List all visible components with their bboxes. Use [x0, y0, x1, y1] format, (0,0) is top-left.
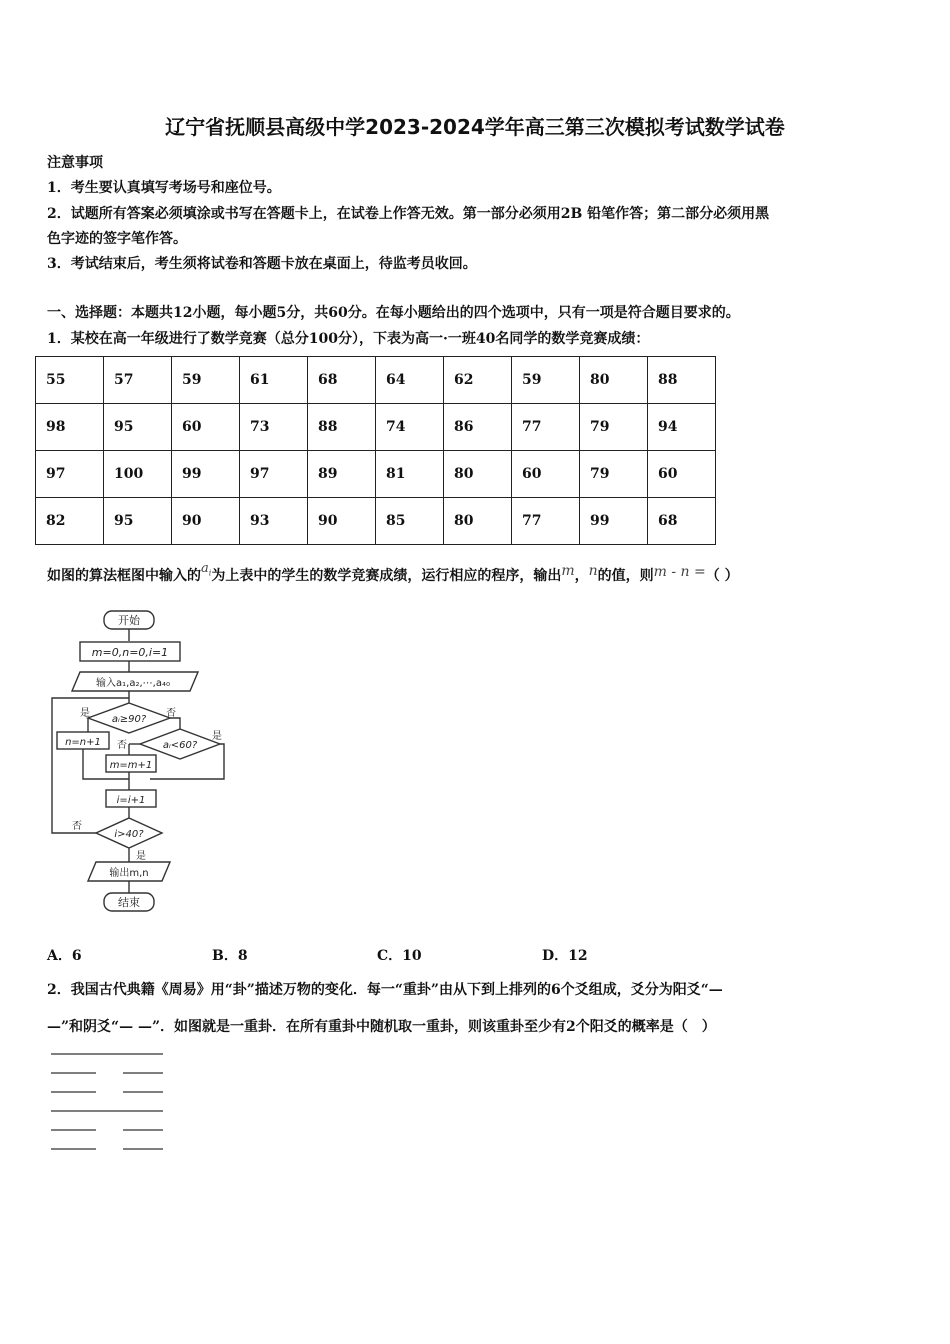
flow-cond2-label: aᵢ<60? — [162, 740, 198, 751]
table-cell: 74 — [376, 404, 444, 451]
table-cell: 80 — [444, 498, 512, 545]
table-cell: 99 — [580, 498, 648, 545]
table-cell: 77 — [512, 498, 580, 545]
option-c: C．10 — [377, 948, 422, 964]
notice-item-1: 1．考生要认真填写考场号和座位号。 — [47, 180, 281, 196]
table-row — [36, 357, 716, 404]
var-a-i: $a_i$ — [201, 561, 212, 578]
table-cell: 73 — [240, 404, 308, 451]
table-cell: 88 — [648, 357, 716, 404]
table-cell: 85 — [376, 498, 444, 545]
notice-item-2-cont: 色字迹的签字笔作答。 — [47, 231, 187, 247]
table-cell: 79 — [580, 451, 648, 498]
question-1-text: 如图的算法框图中输入的$a_i$为上表中的学生的数学竞赛成绩，运行相应的程序，输出m，n的值，则m - n =（ ） — [47, 561, 739, 584]
flow-end-label: 结束 — [118, 896, 140, 909]
table-cell: 64 — [376, 357, 444, 404]
flow-cond1-label: aᵢ≥90? — [111, 714, 147, 725]
table-cell: 60 — [648, 451, 716, 498]
table-cell: 59 — [172, 357, 240, 404]
flow-no-2: 否 — [117, 740, 127, 751]
table-cell: 95 — [104, 498, 172, 545]
section-heading: 一、选择题：本题共12小题，每小题5分，共60分。在每小题给出的四个选项中，只有一项是符合题目要求的。 — [47, 305, 740, 321]
table-cell: 81 — [376, 451, 444, 498]
table-cell: 68 — [648, 498, 716, 545]
hexagram-figure — [48, 1045, 168, 1155]
table-cell: 90 — [172, 498, 240, 545]
table-cell: 88 — [308, 404, 376, 451]
table-row — [36, 404, 716, 451]
scores-table — [35, 356, 716, 545]
table-cell: 89 — [308, 451, 376, 498]
table-cell: 61 — [240, 357, 308, 404]
option-a: A．6 — [47, 948, 82, 964]
table-cell: 68 — [308, 357, 376, 404]
table-cell: 97 — [240, 451, 308, 498]
table-cell: 57 — [104, 357, 172, 404]
option-b: B．8 — [212, 948, 248, 964]
table-cell: 80 — [444, 451, 512, 498]
flow-start-label: 开始 — [118, 614, 140, 627]
option-d: D．12 — [542, 948, 588, 964]
table-cell: 90 — [308, 498, 376, 545]
flow-cond3-label: i>40? — [114, 829, 144, 840]
table-cell: 55 — [36, 357, 104, 404]
var-m: m — [561, 563, 575, 579]
table-cell: 59 — [512, 357, 580, 404]
question-1-intro: 1．某校在高一年级进行了数学竞赛（总分100分），下表为高一·一班40名同学的数学竞赛成绩： — [47, 331, 650, 347]
notice-item-3: 3．考试结束后，考生须将试卷和答题卡放在桌面上，待监考员收回。 — [47, 256, 477, 272]
table-cell: 60 — [172, 404, 240, 451]
table-cell: 95 — [104, 404, 172, 451]
table-cell: 97 — [36, 451, 104, 498]
flow-input-label: 输入a₁,a₂,⋯,a₄₀ — [96, 678, 170, 689]
page-title: 辽宁省抚顺县高级中学2023-2024学年高三第三次模拟考试数学试卷 — [165, 115, 785, 139]
flow-output-label: 输出m,n — [109, 868, 149, 879]
table-cell: 100 — [104, 451, 172, 498]
expr-m-minus-n: m - n = — [653, 564, 706, 580]
notice-heading: 注意事项 — [47, 155, 103, 171]
table-cell: 98 — [36, 404, 104, 451]
question-2-line-1: 2．我国古代典籍《周易》用“卦”描述万物的变化．每一“重卦”由从下到上排列的6个爻组成，爻分为阳爻“— — [47, 982, 723, 998]
table-cell: 94 — [648, 404, 716, 451]
flow-inc-n-label: n=n+1 — [65, 737, 101, 748]
flow-yes-3: 是 — [136, 851, 146, 862]
flow-no-3: 否 — [72, 821, 82, 832]
algorithm-flowchart — [40, 605, 240, 917]
question-2-line-2: —”和阴爻“— —”．如图就是一重卦．在所有重卦中随机取一重卦，则该重卦至少有2个阳爻的概率是（ ） — [47, 1019, 716, 1035]
table-cell: 77 — [512, 404, 580, 451]
var-n: n — [588, 563, 598, 579]
flow-inc-i-label: i=i+1 — [116, 795, 146, 806]
flow-yes-1: 是 — [80, 708, 90, 719]
table-cell: 60 — [512, 451, 580, 498]
table-cell: 80 — [580, 357, 648, 404]
table-row — [36, 498, 716, 545]
table-cell: 62 — [444, 357, 512, 404]
table-cell: 99 — [172, 451, 240, 498]
table-row — [36, 451, 716, 498]
flow-no-1: 否 — [166, 708, 176, 719]
table-cell: 82 — [36, 498, 104, 545]
table-cell: 93 — [240, 498, 308, 545]
flow-inc-m-label: m=m+1 — [109, 760, 153, 771]
notice-item-2: 2．试题所有答案必须填涂或书写在答题卡上，在试卷上作答无效。第一部分必须用2B 铅笔作答；第二部分必须用黑 — [47, 206, 770, 222]
table-cell: 79 — [580, 404, 648, 451]
flow-init-label: m=0,n=0,i=1 — [91, 646, 169, 659]
table-cell: 86 — [444, 404, 512, 451]
flow-yes-2: 是 — [212, 731, 222, 742]
